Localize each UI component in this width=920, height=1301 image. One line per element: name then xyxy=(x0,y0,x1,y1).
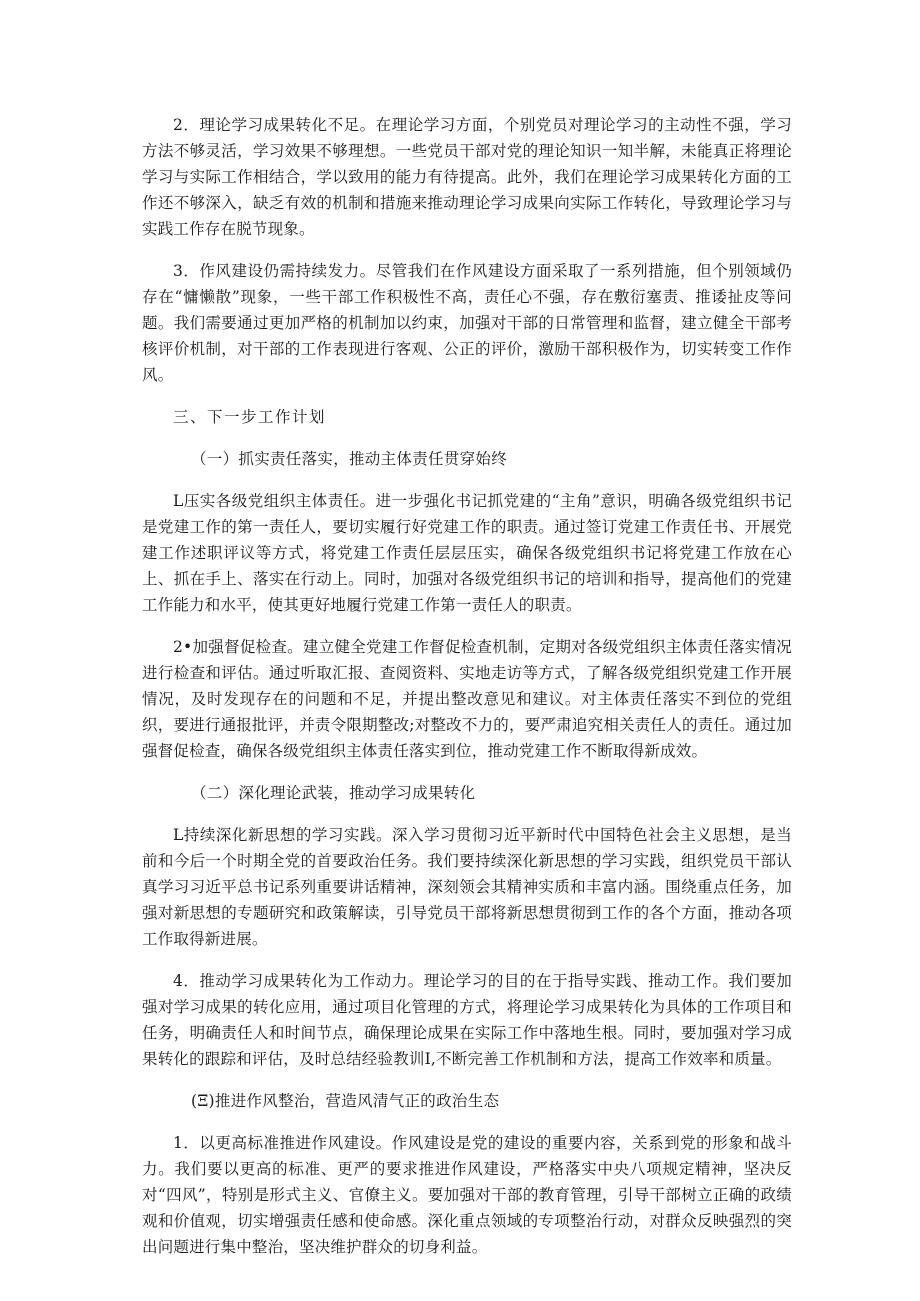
subheading-theory: （二）深化理论武装，推动学习成果转化 xyxy=(191,784,476,802)
subheading-style-rectification: (Ξ)推进作风整治，营造风清气正的政治生态 xyxy=(191,1092,500,1110)
paragraph-theory-learning: 2．理论学习成果转化不足。在理论学习方面，个别党员对理论学习的主动性不强，学习方法不够灵活，学习效果不够理想。一些党员干部对党的理论知识一知半解，未能真正将理论学习与实际工作相结合，学以致用的能力有待提高。此外，我们在理论学习成果转化方面的工作还不够深入，缺乏有效的机制和措施来推动理论学习成果向实际工作转化，导致理论学习与实践工作存在脱节现象。 xyxy=(142,116,792,238)
paragraph-main-responsibility: L压实各级党组织主体责任。进一步强化书记抓党建的“主角”意识，明确各级党组织书记是党建工作的第一责任人，要切实履行好党建工作的职责。通过签订党建工作责任书、开展党建工作述职评议等方式，将党建工作责任层层压实，确保各级党组织书记将党建工作放在心上、抓在手上、落实在行动上。同时，加强对各级党组织书记的培训和指导，提高他们的党建工作能力和水平，使其更好地履行党建工作第一责任人的职责。 xyxy=(142,492,792,614)
document-page xyxy=(142,112,792,1276)
subheading-responsibility: （一）抓实责任落实，推动主体责任贯穿始终 xyxy=(191,450,508,468)
paragraph-learning-results: 4．推动学习成果转化为工作动力。理论学习的目的在于指导实践、推动工作。我们要加强对学习成果的转化应用，通过项目化管理的方式，将理论学习成果转化为具体的工作项目和任务，明确责任人和时间节点，确保理论成果在实际工作中落地生根。同时，要加强对学习成果转化的跟踪和评估，及时总结经验教训I,不断完善工作机制和方法，提高工作效率和质量。 xyxy=(142,972,792,1068)
paragraph-new-thought: L持续深化新思想的学习实践。深入学习贯彻习近平新时代中国特色社会主义思想，是当前和今后一个时期全党的首要政治任务。我们要持续深化新思想的学习实践，组织党员干部认真学习习近平总书记系列重要讲话精神，深刻领会其精神实质和丰富内涵。围绕重点任务，加强对新思想的专题研究和政策解读，引导党员干部将新思想贯彻到工作的各个方面，推动各项工作取得新进展。 xyxy=(142,826,792,948)
section-heading-next-steps: 三、下一步工作计划 xyxy=(173,408,327,426)
paragraph-supervision: 2•加强督促检查。建立健全党建工作督促检查机制，定期对各级党组织主体责任落实情况进行检查和评估。通过听取汇报、查阅资料、实地走访等方式，了解各级党组织党建工作开展情况，及时发现存在的问题和不足，并提出整改意见和建议。对主体责任落实不到位的党组织，要进行通报批评，并责令限期整改;对整改不力的，要严肃追究相关责任人的责任。通过加强督促检查，确保各级党组织主体责任落实到位，推动党建工作不断取得新成效。 xyxy=(142,638,792,760)
paragraph-higher-standards: 1．以更高标准推进作风建设。作风建设是党的建设的重要内容，关系到党的形象和战斗力。我们要以更高的标准、更严的要求推进作风建设，严格落实中央八项规定精神，坚决反对“四风”，特别是形式主义、官僚主义。要加强对干部的教育管理，引导干部树立正确的政绩观和价值观，切实增强责任感和使命感。深化重点领域的专项整治行动，对群众反映强烈的突出问题进行集中整治，坚决维护群众的切身利益。 xyxy=(142,1134,792,1256)
paragraph-work-style: 3．作风建设仍需持续发力。尽管我们在作风建设方面采取了一系列措施，但个别领域仍存在“慵懒散”现象，一些干部工作积极性不高，责任心不强，存在敷衍塞责、推诿扯皮等问题。我们需要通过更加严格的机制加以约束，加强对干部的日常管理和监督，建立健全干部考核评价机制，对干部的工作表现进行客观、公正的评价，激励干部积极作为，切实转变工作作风。 xyxy=(142,262,792,384)
